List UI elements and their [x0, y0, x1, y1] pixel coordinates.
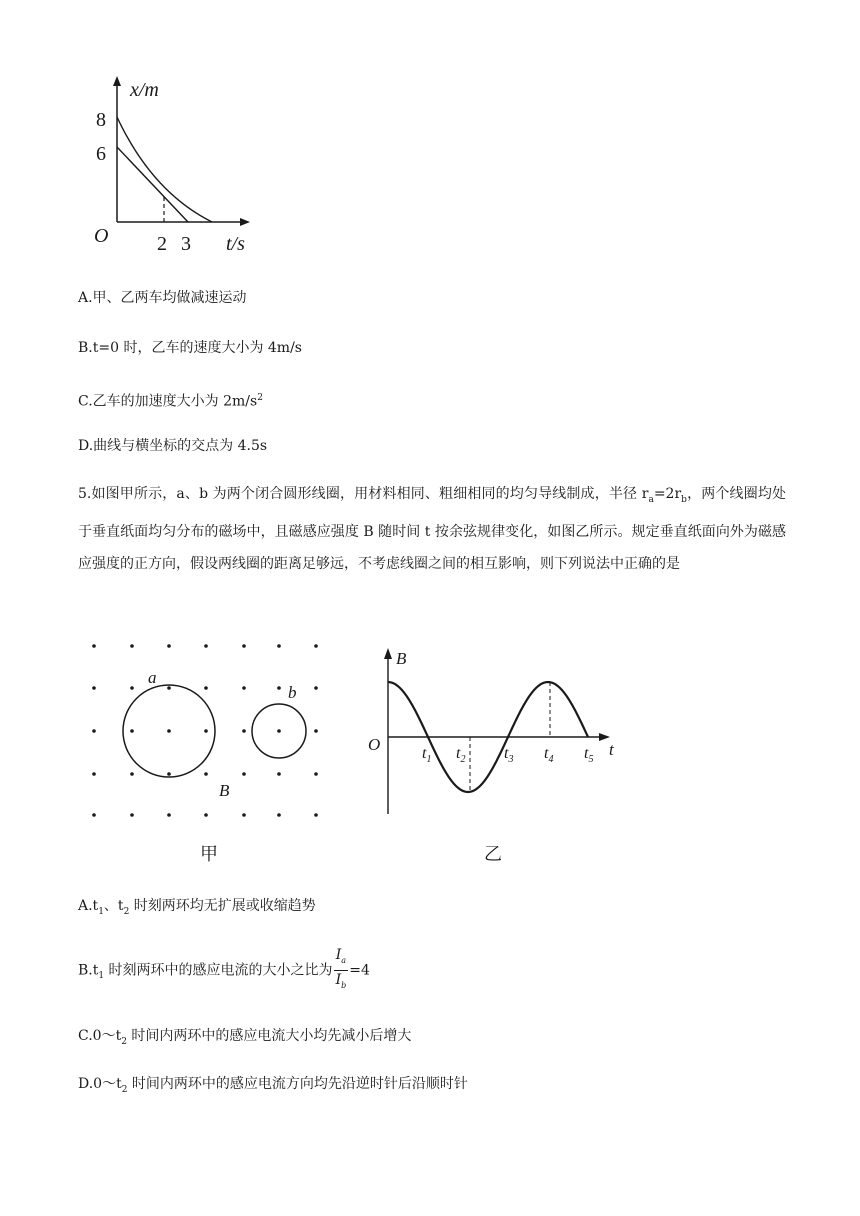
q4-option-c-text: C.乙车的加速度大小为 2m/s: [78, 393, 258, 410]
bt-tick-t3: $t_3$: [504, 745, 514, 765]
q5-stem-sub-b: b: [681, 494, 687, 505]
label-a: a: [148, 668, 157, 687]
q5-option-a: [78, 896, 316, 922]
field-dot: [167, 729, 171, 733]
field-dot: [204, 686, 208, 690]
field-dot: [277, 686, 281, 690]
current-ratio-fraction: [334, 946, 349, 995]
bt-y-arrow: [384, 648, 392, 659]
field-dot: [314, 772, 318, 776]
bt-tick-t2: $t_2$: [456, 745, 466, 765]
field-dot: [167, 813, 171, 817]
xt-y-tick-8: 8: [96, 109, 106, 131]
q4-option-d: D.曲线与横坐标的交点为 4.5s: [78, 438, 268, 454]
q5-option-a-pre: A.t: [78, 898, 99, 914]
field-dot: [92, 813, 96, 817]
field-dot: [242, 813, 246, 817]
q5-option-b-mid: 时刻两环中的感应电流的大小之比为: [104, 962, 333, 979]
field-dot: [242, 772, 246, 776]
field-dot: [277, 813, 281, 817]
q5-option-a-mid: 、t: [103, 898, 124, 914]
field-dot: [130, 686, 134, 690]
field-dot: [277, 772, 281, 776]
frac-den-sub: b: [341, 980, 347, 990]
field-dot: [204, 813, 208, 817]
q5-stem-p2: ，两个线圈均处于垂直纸面均匀分布的磁场中，且磁感应强度 B 随时间 t 按余弦规律变化，如图乙所示。规定垂直纸面向外为磁感应强度的正方向，假设两线圈的距离足够远，不考虑线圈之间的相互影响，则下列说法中正确的是: [78, 486, 786, 572]
field-dot: [314, 644, 318, 648]
xt-y-tick-6: 6: [96, 143, 106, 165]
q4-option-c: [78, 388, 263, 412]
field-dot: [204, 772, 208, 776]
field-dot: [130, 729, 134, 733]
q4-option-b: B.t=0 时，乙车的速度大小为 4m/s: [78, 340, 302, 356]
q5-option-c-pre: C.0～t: [78, 1028, 122, 1044]
q5-option-a-sub2: 2: [123, 906, 130, 917]
label-B: B: [219, 781, 230, 800]
q5-option-d-pre: D.0～t: [78, 1076, 122, 1092]
xt-y-arrow: [113, 76, 121, 86]
caption-jia: 甲: [200, 844, 218, 865]
q5-option-b-post: =4: [349, 962, 370, 979]
q5-stem-sub-a: a: [648, 494, 654, 505]
field-dot: [314, 729, 318, 733]
xt-x-tick-3: 3: [181, 233, 191, 255]
field-dot: [314, 686, 318, 690]
field-dot: [92, 729, 96, 733]
field-dot: [277, 644, 281, 648]
fig-yi: [362, 642, 632, 822]
q5-option-a-post: 时刻两环均无扩展或收缩趋势: [129, 898, 316, 914]
q5-option-b: [78, 946, 370, 998]
q5-option-c-post: 时间内两环中的感应电流大小均先减小后增大: [126, 1028, 412, 1044]
q4-option-c-sup: 2: [257, 393, 263, 403]
bt-tick-t4: $t_4$: [544, 745, 554, 765]
field-dot: [242, 729, 246, 733]
field-dot: [167, 772, 171, 776]
q5-stem-p1: 5.如图甲所示，a、b 为两个闭合圆形线圈，用材料相同、粗细相同的均匀导线制成，半径 r: [78, 486, 649, 502]
frac-num-sub: a: [341, 955, 347, 965]
xt-x-arrow: [240, 218, 250, 226]
label-b: b: [288, 683, 297, 702]
field-dot: [277, 729, 281, 733]
field-dots: [92, 644, 318, 817]
field-dot: [92, 772, 96, 776]
xt-line-jia: [117, 147, 188, 222]
field-dot: [130, 644, 134, 648]
q5-option-b-sub: 1: [98, 971, 105, 982]
field-dot: [167, 686, 171, 690]
field-dot: [242, 686, 246, 690]
q5-stem: [78, 478, 786, 580]
xt-x-tick-2: 2: [157, 233, 167, 255]
xt-y-label: x/m: [130, 79, 159, 101]
xt-x-label: t/s: [226, 233, 245, 255]
field-dot: [130, 813, 134, 817]
bt-origin: O: [368, 735, 381, 754]
q5-option-d-sub: 2: [121, 1084, 128, 1095]
field-dot: [130, 772, 134, 776]
q5-option-c: [78, 1026, 411, 1052]
q5-option-c-sub: 2: [121, 1036, 127, 1047]
q5-option-d: [78, 1074, 468, 1100]
xt-origin-label: O: [94, 225, 109, 247]
field-dot: [242, 644, 246, 648]
frac-den: I: [335, 971, 342, 988]
xt-graph: [90, 72, 290, 262]
field-dot: [167, 644, 171, 648]
bt-tick-t1: $t_1$: [422, 745, 432, 765]
q5-option-b-pre: B.t: [78, 962, 99, 979]
bt-y-label: B: [396, 649, 407, 668]
field-dot: [204, 644, 208, 648]
fig-jia: [84, 640, 344, 830]
field-dot: [314, 813, 318, 817]
q4-option-a: A.甲、乙两车均做减速运动: [78, 290, 247, 306]
bt-tick-t5: $t_5$: [584, 745, 594, 765]
field-dot: [204, 729, 208, 733]
caption-yi: 乙: [484, 844, 502, 865]
q5-stem-mid: =2r: [653, 486, 682, 502]
q5-option-d-post: 时间内两环中的感应电流方向均先沿逆时针后沿顺时针: [127, 1076, 468, 1092]
bt-x-label: t: [609, 740, 614, 759]
frac-num: I: [335, 947, 342, 963]
field-dot: [92, 644, 96, 648]
field-dot: [92, 686, 96, 690]
q5-option-a-sub1: 1: [98, 906, 104, 917]
